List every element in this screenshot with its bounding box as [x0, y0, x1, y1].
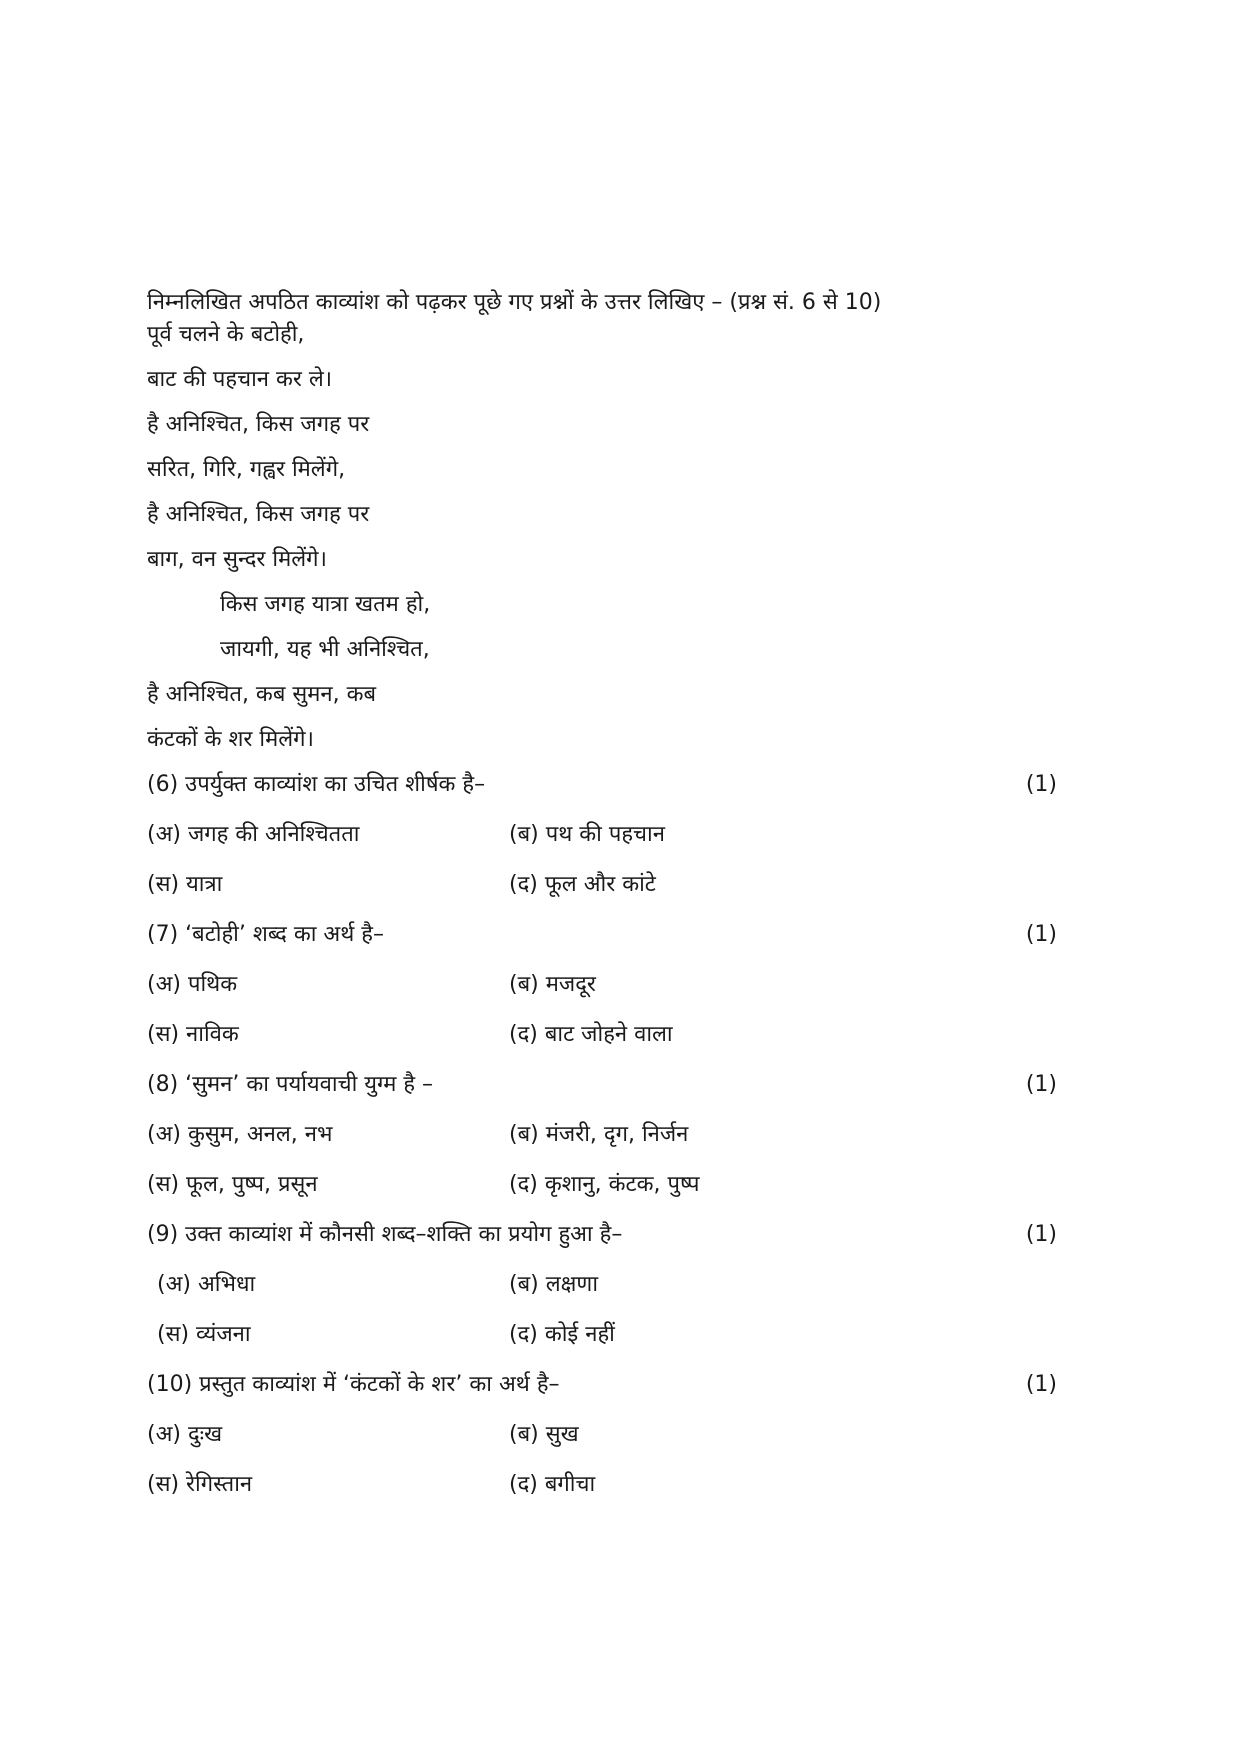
poem-line: सरित, गिरि, गह्वर मिलेंगे, [147, 457, 346, 482]
option-b: (ब) लक्षणा [509, 1272, 599, 1297]
question-marks: (1) [1025, 1072, 1057, 1097]
poem-line: है अनिश्चित, कब सुमन, कब [147, 682, 377, 707]
question-marks: (1) [1025, 1222, 1057, 1247]
poem-line: बाग, वन सुन्दर मिलेंगे। [147, 547, 327, 572]
question-text: (10) प्रस्तुत काव्यांश में ‘कंटकों के शर’ का अर्थ है– [147, 1372, 560, 1397]
option-c: (स) यात्रा [147, 872, 223, 897]
question-text: (8) ‘सुमन’ का पर्यायवाची युग्म है – [147, 1072, 434, 1097]
poem-line: कंटकों के शर मिलेंगे। [147, 727, 314, 752]
poem-line: है अनिश्चित, किस जगह पर [147, 502, 370, 527]
poem-line: किस जगह यात्रा खतम हो, [220, 592, 431, 617]
option-d: (द) फूल और कांटे [509, 872, 656, 897]
question-marks: (1) [1025, 772, 1057, 797]
question-text: (6) उपर्युक्त काव्यांश का उचित शीर्षक है– [147, 772, 486, 797]
instruction-text: निम्नलिखित अपठित काव्यांश को पढ़कर पूछे गए प्रश्नों के उत्तर लिखिए – (प्रश्न सं. 6 से 10) [147, 290, 882, 315]
poem-line: पूर्व चलने के बटोही, [147, 322, 305, 347]
poem-line: बाट की पहचान कर ले। [147, 367, 333, 392]
option-d: (द) कृशानु, कंटक, पुष्प [509, 1172, 700, 1197]
question-marks: (1) [1025, 1372, 1057, 1397]
option-c: (स) नाविक [147, 1022, 239, 1047]
option-c: (स) व्यंजना [157, 1322, 251, 1347]
option-d: (द) बगीचा [509, 1472, 596, 1497]
option-a: (अ) अभिधा [157, 1272, 256, 1297]
option-c: (स) फूल, पुष्प, प्रसून [147, 1172, 318, 1197]
option-a: (अ) जगह की अनिश्चितता [147, 822, 360, 847]
option-b: (ब) मजदूर [509, 972, 596, 997]
option-a: (अ) दुःख [147, 1422, 223, 1447]
option-a: (अ) पथिक [147, 972, 238, 997]
option-a: (अ) कुसुम, अनल, नभ [147, 1122, 333, 1147]
poem-line: जायगी, यह भी अनिश्चित, [220, 637, 430, 662]
option-d: (द) कोई नहीं [509, 1322, 615, 1347]
question-marks: (1) [1025, 922, 1057, 947]
question-text: (7) ‘बटोही’ शब्द का अर्थ है– [147, 922, 384, 947]
option-b: (ब) पथ की पहचान [509, 822, 665, 847]
option-b: (ब) मंजरी, दृग, निर्जन [509, 1122, 689, 1147]
option-d: (द) बाट जोहने वाला [509, 1022, 673, 1047]
question-text: (9) उक्त काव्यांश में कौनसी शब्द–शक्ति का प्रयोग हुआ है– [147, 1222, 623, 1247]
poem-line: है अनिश्चित, किस जगह पर [147, 412, 370, 437]
option-c: (स) रेगिस्तान [147, 1472, 253, 1497]
option-b: (ब) सुख [509, 1422, 579, 1447]
